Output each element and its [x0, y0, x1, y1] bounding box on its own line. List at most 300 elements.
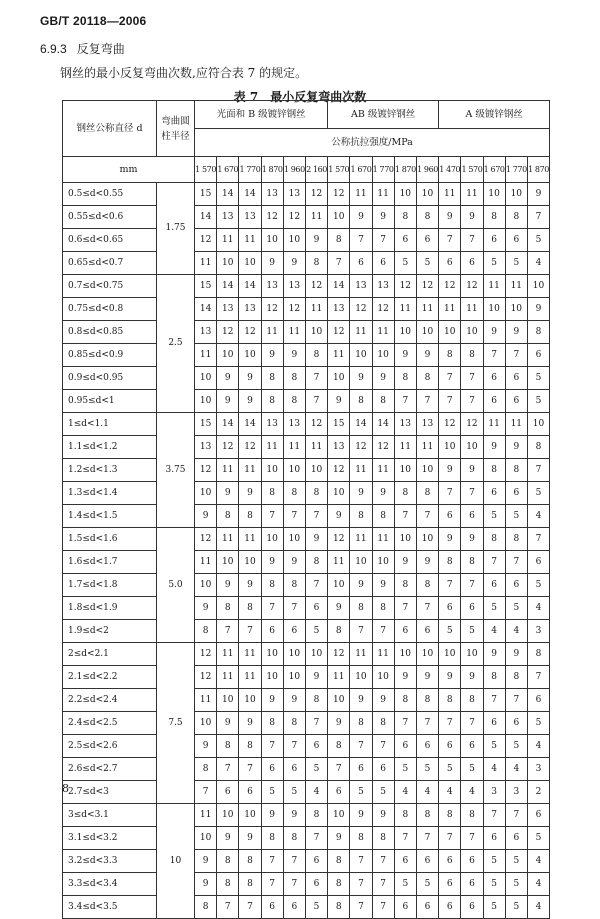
bend-count-cell: 9	[195, 873, 217, 896]
bend-count-cell: 11	[439, 183, 461, 206]
diameter-range-cell: 3.3≤d<3.4	[63, 873, 157, 896]
bend-count-cell: 9	[328, 712, 350, 735]
tensile-strength-header: 公称抗拉强度/MPa	[195, 129, 550, 157]
bend-count-cell: 10	[350, 344, 372, 367]
bend-count-cell: 9	[239, 390, 261, 413]
bend-count-cell: 10	[461, 321, 483, 344]
bend-count-cell: 8	[461, 344, 483, 367]
bend-count-cell: 6	[217, 781, 239, 804]
bend-count-cell: 6	[483, 712, 505, 735]
bend-count-cell: 8	[416, 367, 438, 390]
bend-count-cell: 11	[483, 413, 505, 436]
bend-count-cell: 6	[527, 689, 549, 712]
bend-count-cell: 6	[416, 735, 438, 758]
ab-galvanized-header: AB 级镀锌钢丝	[328, 101, 439, 129]
bend-count-cell: 12	[439, 413, 461, 436]
bend-count-cell: 7	[416, 390, 438, 413]
diameter-range-cell: 0.55≤d<0.6	[63, 206, 157, 229]
bend-count-cell: 6	[394, 620, 416, 643]
bend-count-cell: 9	[461, 206, 483, 229]
bend-count-cell: 8	[505, 206, 527, 229]
bend-count-cell: 8	[416, 574, 438, 597]
diameter-range-cell: 0.8≤d<0.85	[63, 321, 157, 344]
table-row	[63, 229, 550, 252]
a-galvanized-header: A 级镀锌钢丝	[439, 101, 550, 129]
bend-count-cell: 5	[505, 505, 527, 528]
bend-count-cell: 10	[239, 551, 261, 574]
bend-count-cell: 11	[372, 321, 394, 344]
bend-count-cell: 10	[261, 229, 283, 252]
bend-count-cell: 14	[372, 413, 394, 436]
bend-count-cell: 7	[527, 666, 549, 689]
body-paragraph: 钢丝的最小反复弯曲次数,应符合表 7 的规定。	[60, 66, 308, 80]
bend-radius-cell: 1.75	[157, 183, 195, 275]
bend-count-cell: 10	[217, 804, 239, 827]
bend-count-cell: 14	[195, 206, 217, 229]
bend-count-cell: 6	[416, 850, 438, 873]
bend-count-cell: 10	[394, 459, 416, 482]
bend-count-cell: 5	[394, 252, 416, 275]
bend-count-cell: 5	[305, 896, 327, 919]
bend-count-cell: 8	[394, 804, 416, 827]
bend-count-cell: 12	[461, 413, 483, 436]
bend-count-cell: 7	[439, 574, 461, 597]
bend-count-cell: 12	[305, 413, 327, 436]
bend-count-cell: 11	[328, 666, 350, 689]
table-row	[63, 712, 550, 735]
bend-count-cell: 7	[261, 873, 283, 896]
bend-count-cell: 4	[527, 896, 549, 919]
bend-count-cell: 7	[305, 390, 327, 413]
bend-count-cell: 10	[372, 344, 394, 367]
bend-count-cell: 13	[416, 413, 438, 436]
strength-col-header: 1 670	[217, 157, 239, 183]
diameter-range-cell: 3.4≤d<3.5	[63, 896, 157, 919]
bend-count-cell: 8	[328, 735, 350, 758]
bend-count-cell: 6	[505, 574, 527, 597]
bend-count-cell: 7	[394, 597, 416, 620]
bend-count-cell: 9	[350, 574, 372, 597]
bend-count-cell: 12	[461, 275, 483, 298]
bend-count-cell: 7	[483, 804, 505, 827]
bend-count-cell: 5	[505, 597, 527, 620]
bend-count-cell: 12	[372, 298, 394, 321]
diameter-range-cell: 0.9≤d<0.95	[63, 367, 157, 390]
bend-count-cell: 8	[505, 666, 527, 689]
bend-count-cell: 7	[372, 229, 394, 252]
diameter-range-cell: 1.6≤d<1.7	[63, 551, 157, 574]
strength-col-header: 1 570	[195, 157, 217, 183]
bend-count-cell: 10	[217, 689, 239, 712]
diameter-range-cell: 2.7≤d<3	[63, 781, 157, 804]
bend-count-cell: 13	[261, 413, 283, 436]
bend-count-cell: 10	[439, 436, 461, 459]
bend-count-cell: 7	[350, 229, 372, 252]
bend-count-cell: 4	[483, 758, 505, 781]
bend-count-cell: 10	[505, 183, 527, 206]
bend-count-cell: 11	[195, 344, 217, 367]
page-number: 8	[62, 782, 69, 795]
bend-count-cell: 9	[217, 482, 239, 505]
bend-count-cell: 4	[439, 781, 461, 804]
bend-count-cell: 6	[283, 620, 305, 643]
bend-count-cell: 5	[416, 873, 438, 896]
bend-count-cell: 14	[350, 413, 372, 436]
diameter-range-cell: 1≤d<1.1	[63, 413, 157, 436]
bend-count-cell: 13	[261, 275, 283, 298]
bend-count-cell: 7	[372, 735, 394, 758]
diameter-range-cell: 2.2≤d<2.4	[63, 689, 157, 712]
bend-count-cell: 5	[350, 781, 372, 804]
bend-count-cell: 4	[527, 505, 549, 528]
bend-count-cell: 9	[305, 229, 327, 252]
bend-count-cell: 11	[217, 229, 239, 252]
bend-count-cell: 7	[261, 597, 283, 620]
bend-count-cell: 11	[372, 643, 394, 666]
bend-count-cell: 5	[527, 482, 549, 505]
bend-count-cell: 11	[350, 321, 372, 344]
bend-count-cell: 6	[483, 367, 505, 390]
bend-count-cell: 12	[394, 275, 416, 298]
bend-count-cell: 8	[527, 643, 549, 666]
bend-count-cell: 8	[350, 505, 372, 528]
bend-count-cell: 8	[217, 873, 239, 896]
bend-count-cell: 9	[416, 551, 438, 574]
bend-count-cell: 7	[461, 827, 483, 850]
bend-count-cell: 6	[261, 758, 283, 781]
bend-count-cell: 10	[239, 344, 261, 367]
bend-count-cell: 12	[217, 436, 239, 459]
bend-count-cell: 10	[217, 344, 239, 367]
bend-count-cell: 8	[305, 689, 327, 712]
bend-count-cell: 7	[483, 344, 505, 367]
bend-count-cell: 4	[461, 781, 483, 804]
bend-count-cell: 4	[305, 781, 327, 804]
bend-count-cell: 9	[527, 298, 549, 321]
table-row	[63, 574, 550, 597]
bend-count-cell: 10	[305, 321, 327, 344]
bend-count-cell: 14	[239, 413, 261, 436]
bend-count-cell: 8	[328, 896, 350, 919]
bend-count-cell: 5	[527, 229, 549, 252]
bend-count-cell: 6	[416, 896, 438, 919]
bend-count-cell: 6	[439, 873, 461, 896]
bend-count-cell: 6	[439, 252, 461, 275]
bend-count-cell: 5	[461, 620, 483, 643]
bend-count-cell: 11	[505, 275, 527, 298]
bend-count-cell: 7	[350, 873, 372, 896]
bend-count-cell: 8	[217, 850, 239, 873]
table-row	[63, 298, 550, 321]
bend-count-cell: 3	[505, 781, 527, 804]
bend-count-cell: 7	[439, 712, 461, 735]
bend-count-cell: 6	[527, 551, 549, 574]
bend-count-cell: 8	[305, 551, 327, 574]
diameter-range-cell: 2.5≤d<2.6	[63, 735, 157, 758]
bend-count-cell: 11	[239, 528, 261, 551]
bend-radius-cell: 10	[157, 804, 195, 919]
bend-count-cell: 7	[283, 597, 305, 620]
table-row	[63, 252, 550, 275]
bend-count-cell: 7	[416, 597, 438, 620]
table-row	[63, 666, 550, 689]
diameter-range-cell: 0.75≤d<0.8	[63, 298, 157, 321]
bend-count-cell: 10	[372, 551, 394, 574]
bend-count-cell: 12	[372, 436, 394, 459]
bend-count-cell: 11	[217, 666, 239, 689]
bend-count-cell: 5	[505, 873, 527, 896]
bend-count-cell: 7	[505, 804, 527, 827]
bend-count-cell: 5	[439, 620, 461, 643]
bend-count-cell: 9	[239, 367, 261, 390]
bend-count-cell: 13	[195, 436, 217, 459]
table-row	[63, 896, 550, 919]
bend-count-cell: 11	[239, 666, 261, 689]
bend-count-cell: 8	[239, 505, 261, 528]
bend-count-cell: 14	[217, 183, 239, 206]
bend-count-cell: 8	[372, 597, 394, 620]
bend-count-cell: 9	[350, 367, 372, 390]
bend-count-cell: 12	[328, 459, 350, 482]
bend-count-cell: 8	[328, 229, 350, 252]
bend-count-cell: 10	[483, 183, 505, 206]
bend-count-cell: 8	[217, 597, 239, 620]
bend-count-cell: 10	[239, 252, 261, 275]
bend-count-cell: 6	[527, 344, 549, 367]
bend-count-cell: 6	[350, 758, 372, 781]
bend-count-cell: 11	[195, 551, 217, 574]
bend-count-cell: 5	[283, 781, 305, 804]
bend-count-cell: 12	[283, 206, 305, 229]
bend-count-cell: 9	[372, 804, 394, 827]
bend-count-cell: 10	[195, 390, 217, 413]
bend-count-cell: 12	[195, 666, 217, 689]
bend-count-cell: 9	[350, 804, 372, 827]
bend-count-cell: 7	[217, 896, 239, 919]
bend-count-cell: 4	[527, 252, 549, 275]
bend-count-cell: 9	[261, 551, 283, 574]
bend-count-cell: 12	[439, 275, 461, 298]
bend-count-cell: 7	[305, 827, 327, 850]
bend-count-cell: 9	[328, 505, 350, 528]
bend-count-cell: 13	[350, 275, 372, 298]
radius-header: 弯曲圆柱半径	[157, 101, 195, 157]
diameter-range-cell: 1.2≤d<1.3	[63, 459, 157, 482]
bend-count-cell: 8	[394, 574, 416, 597]
bend-count-cell: 10	[283, 528, 305, 551]
bend-count-cell: 12	[305, 183, 327, 206]
bend-count-cell: 8	[461, 551, 483, 574]
bend-count-cell: 13	[283, 413, 305, 436]
bend-count-cell: 11	[372, 459, 394, 482]
bend-count-cell: 15	[328, 413, 350, 436]
bend-count-cell: 6	[372, 252, 394, 275]
bend-count-cell: 7	[328, 252, 350, 275]
bend-count-cell: 8	[283, 827, 305, 850]
bend-count-cell: 9	[372, 206, 394, 229]
bend-count-cell: 7	[505, 689, 527, 712]
bend-count-cell: 6	[283, 896, 305, 919]
strength-col-header: 1 870	[261, 157, 283, 183]
bend-count-cell: 12	[328, 643, 350, 666]
bend-count-cell: 9	[416, 666, 438, 689]
table-row	[63, 827, 550, 850]
bend-count-cell: 9	[439, 206, 461, 229]
bend-count-cell: 11	[505, 413, 527, 436]
bend-radius-cell: 5.0	[157, 528, 195, 643]
strength-col-header: 1 570	[461, 157, 483, 183]
table-label: 表 7	[233, 90, 259, 104]
bend-count-cell: 9	[416, 344, 438, 367]
bend-count-cell: 5	[305, 758, 327, 781]
bend-count-cell: 6	[394, 896, 416, 919]
bend-count-cell: 6	[439, 896, 461, 919]
bend-count-cell: 5	[527, 574, 549, 597]
bend-count-cell: 7	[505, 551, 527, 574]
bend-count-cell: 10	[483, 298, 505, 321]
bend-count-cell: 10	[461, 643, 483, 666]
bend-count-cell: 11	[239, 643, 261, 666]
bend-count-cell: 6	[239, 781, 261, 804]
bend-count-cell: 6	[416, 620, 438, 643]
bend-count-cell: 12	[195, 459, 217, 482]
bend-count-cell: 6	[439, 735, 461, 758]
bend-count-cell: 10	[328, 367, 350, 390]
bend-count-cell: 6	[305, 735, 327, 758]
diameter-range-cell: 0.5≤d<0.55	[63, 183, 157, 206]
bend-count-cell: 7	[239, 620, 261, 643]
table-row	[63, 390, 550, 413]
bend-count-cell: 9	[350, 689, 372, 712]
bend-count-cell: 8	[483, 206, 505, 229]
bend-count-cell: 13	[394, 413, 416, 436]
bend-count-cell: 8	[394, 689, 416, 712]
bend-count-cell: 12	[239, 436, 261, 459]
bend-count-cell: 8	[483, 528, 505, 551]
bend-count-cell: 7	[350, 620, 372, 643]
bend-count-cell: 5	[483, 896, 505, 919]
bend-count-cell: 7	[439, 229, 461, 252]
bend-count-cell: 6	[439, 505, 461, 528]
bend-count-cell: 4	[505, 620, 527, 643]
bend-count-cell: 8	[261, 390, 283, 413]
bend-count-cell: 11	[261, 436, 283, 459]
bend-count-cell: 10	[217, 252, 239, 275]
bend-count-cell: 7	[416, 505, 438, 528]
bend-count-cell: 6	[305, 850, 327, 873]
bend-count-cell: 4	[394, 781, 416, 804]
bend-count-cell: 8	[350, 827, 372, 850]
diameter-range-cell: 0.65≤d<0.7	[63, 252, 157, 275]
strength-col-header: 1 770	[239, 157, 261, 183]
diameter-range-cell: 0.6≤d<0.65	[63, 229, 157, 252]
bend-count-cell: 9	[239, 712, 261, 735]
bend-count-cell: 5	[394, 873, 416, 896]
bend-count-cell: 11	[461, 298, 483, 321]
bend-count-cell: 8	[261, 712, 283, 735]
bend-count-cell: 9	[372, 574, 394, 597]
diameter-range-cell: 1.5≤d<1.6	[63, 528, 157, 551]
bend-count-cell: 8	[527, 321, 549, 344]
bend-count-cell: 11	[305, 206, 327, 229]
bend-count-cell: 11	[195, 252, 217, 275]
bend-count-cell: 7	[439, 390, 461, 413]
bend-count-cell: 8	[305, 252, 327, 275]
bend-count-cell: 6	[505, 482, 527, 505]
bend-count-cell: 11	[305, 298, 327, 321]
bend-count-cell: 8	[372, 505, 394, 528]
bend-count-cell: 9	[283, 689, 305, 712]
bend-count-cell: 11	[217, 459, 239, 482]
bend-count-cell: 10	[261, 459, 283, 482]
bend-count-cell: 5	[527, 712, 549, 735]
bend-count-table	[62, 100, 550, 919]
bend-count-cell: 8	[527, 436, 549, 459]
bend-count-cell: 9	[461, 459, 483, 482]
bend-count-cell: 5	[483, 505, 505, 528]
bend-count-cell: 5	[505, 735, 527, 758]
strength-col-header: 1 770	[505, 157, 527, 183]
table-row	[63, 689, 550, 712]
bend-count-cell: 8	[328, 850, 350, 873]
bend-count-cell: 7	[439, 482, 461, 505]
bend-count-cell: 9	[217, 390, 239, 413]
bend-count-cell: 9	[328, 597, 350, 620]
bend-count-cell: 8	[217, 735, 239, 758]
bend-count-cell: 8	[195, 896, 217, 919]
bend-count-cell: 4	[527, 597, 549, 620]
bend-count-cell: 7	[283, 873, 305, 896]
bend-count-cell: 12	[350, 298, 372, 321]
bend-count-cell: 13	[328, 298, 350, 321]
table-row	[63, 275, 550, 298]
bend-count-cell: 6	[394, 735, 416, 758]
table-row	[63, 459, 550, 482]
bend-count-cell: 10	[394, 183, 416, 206]
table-row	[63, 436, 550, 459]
bend-count-cell: 9	[283, 252, 305, 275]
bend-count-cell: 9	[372, 367, 394, 390]
bend-count-cell: 9	[239, 482, 261, 505]
bend-count-cell: 8	[439, 804, 461, 827]
bend-count-cell: 6	[439, 597, 461, 620]
bend-count-cell: 10	[350, 551, 372, 574]
bend-count-cell: 7	[350, 850, 372, 873]
bend-count-cell: 7	[394, 390, 416, 413]
bend-count-cell: 10	[439, 643, 461, 666]
bend-count-cell: 5	[439, 758, 461, 781]
bend-count-cell: 9	[461, 666, 483, 689]
bend-count-cell: 2	[527, 781, 549, 804]
bend-count-cell: 8	[239, 850, 261, 873]
bend-count-cell: 13	[239, 298, 261, 321]
bend-count-cell: 13	[372, 275, 394, 298]
bend-count-cell: 9	[483, 643, 505, 666]
table-row	[63, 206, 550, 229]
bend-count-cell: 8	[372, 712, 394, 735]
bend-count-cell: 11	[195, 804, 217, 827]
bend-count-cell: 9	[394, 551, 416, 574]
bend-count-cell: 8	[461, 689, 483, 712]
bend-count-cell: 9	[305, 666, 327, 689]
bend-count-cell: 9	[261, 689, 283, 712]
bend-count-cell: 10	[416, 183, 438, 206]
bend-count-cell: 13	[195, 321, 217, 344]
bend-count-cell: 7	[195, 781, 217, 804]
bend-count-cell: 11	[350, 528, 372, 551]
bend-count-cell: 8	[261, 482, 283, 505]
bend-count-cell: 8	[350, 390, 372, 413]
